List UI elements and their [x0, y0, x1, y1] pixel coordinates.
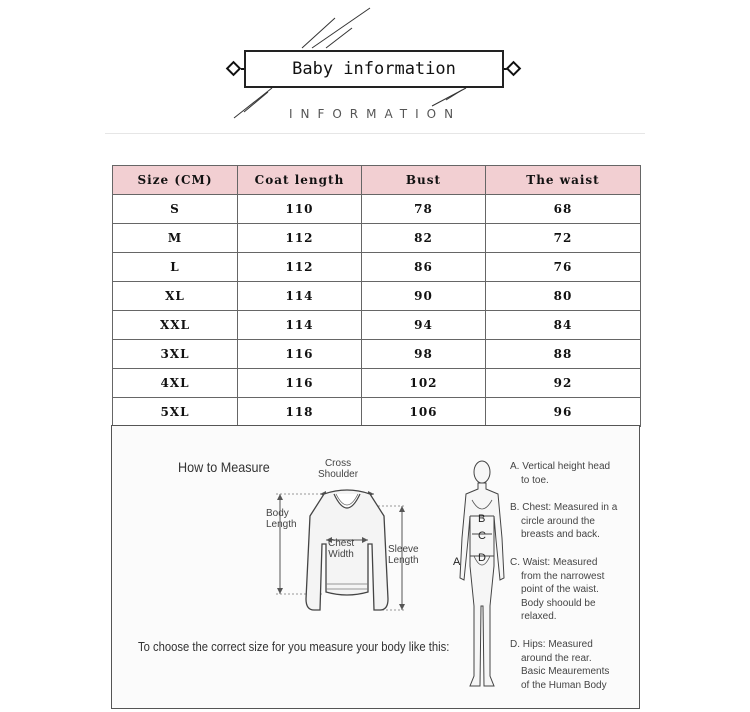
table-row [113, 398, 641, 427]
bust-cell: 98 [362, 340, 486, 369]
size-cell: M [113, 224, 238, 253]
coat-length-cell: 114 [238, 282, 362, 311]
body-length-label: Body Length [266, 508, 297, 530]
note-a: A. Vertical height head to toe. [510, 461, 611, 486]
coat-length-cell: 116 [238, 340, 362, 369]
waist-cell: 96 [486, 398, 641, 427]
bust-cell: 86 [362, 253, 486, 282]
page-subtitle: INFORMATION [288, 107, 462, 121]
figure-letter-b: B [478, 513, 486, 525]
table-header-row [113, 166, 641, 195]
size-cell: S [113, 195, 238, 224]
note-c: C. Waist: Measured from the narrowest point of the waist. Body shoould be relaxed. [510, 557, 605, 622]
size-cell: XL [113, 282, 238, 311]
waist-cell: 88 [486, 340, 641, 369]
waist-cell: 80 [486, 282, 641, 311]
table-row [113, 253, 641, 282]
bust-cell: 90 [362, 282, 486, 311]
bust-cell: 94 [362, 311, 486, 340]
bust-cell: 102 [362, 369, 486, 398]
column-header-waist: The waist [486, 166, 641, 195]
coat-length-cell: 114 [238, 311, 362, 340]
column-header-coat-length: Coat length [238, 166, 362, 195]
waist-cell: 84 [486, 311, 641, 340]
size-table [112, 165, 641, 427]
bust-cell: 78 [362, 195, 486, 224]
waist-cell: 92 [486, 369, 641, 398]
chest-width-label: Chest Width [328, 538, 355, 560]
header [0, 0, 750, 140]
table-row [113, 340, 641, 369]
waist-cell: 76 [486, 253, 641, 282]
cross-shoulder-label: Cross Shoulder [318, 458, 359, 480]
table-row [113, 195, 641, 224]
note-d: D. Hips: Measured around the rear. Basic Meaurements of the Human Body [510, 639, 610, 691]
page-title: Baby information [244, 50, 504, 88]
figure-letter-a: A [453, 556, 461, 568]
sleeve-length-label: Sleeve Length [388, 544, 419, 566]
figure-letter-c: C [478, 530, 486, 542]
coat-length-cell: 110 [238, 195, 362, 224]
table-row [113, 369, 641, 398]
measure-instruction: To choose the correct size for you measure your body like this: [138, 640, 450, 654]
size-cell: 3XL [113, 340, 238, 369]
size-cell: 5XL [113, 398, 238, 427]
waist-cell: 72 [486, 224, 641, 253]
bust-cell: 82 [362, 224, 486, 253]
coat-length-cell: 112 [238, 253, 362, 282]
column-header-bust: Bust [362, 166, 486, 195]
size-cell: L [113, 253, 238, 282]
how-to-measure-panel [111, 425, 640, 709]
coat-length-cell: 116 [238, 369, 362, 398]
size-cell: 4XL [113, 369, 238, 398]
waist-cell: 68 [486, 195, 641, 224]
figure-letter-d: D [478, 552, 486, 564]
table-row [113, 224, 641, 253]
note-b: B. Chest: Measured in a circle around the breasts and back. [510, 502, 618, 540]
header-divider [105, 133, 645, 134]
size-cell: XXL [113, 311, 238, 340]
bust-cell: 106 [362, 398, 486, 427]
how-to-measure-title: How to Measure [178, 459, 270, 475]
coat-length-cell: 112 [238, 224, 362, 253]
column-header-size: Size (CM) [113, 166, 238, 195]
coat-length-cell: 118 [238, 398, 362, 427]
table-row [113, 311, 641, 340]
table-row [113, 282, 641, 311]
